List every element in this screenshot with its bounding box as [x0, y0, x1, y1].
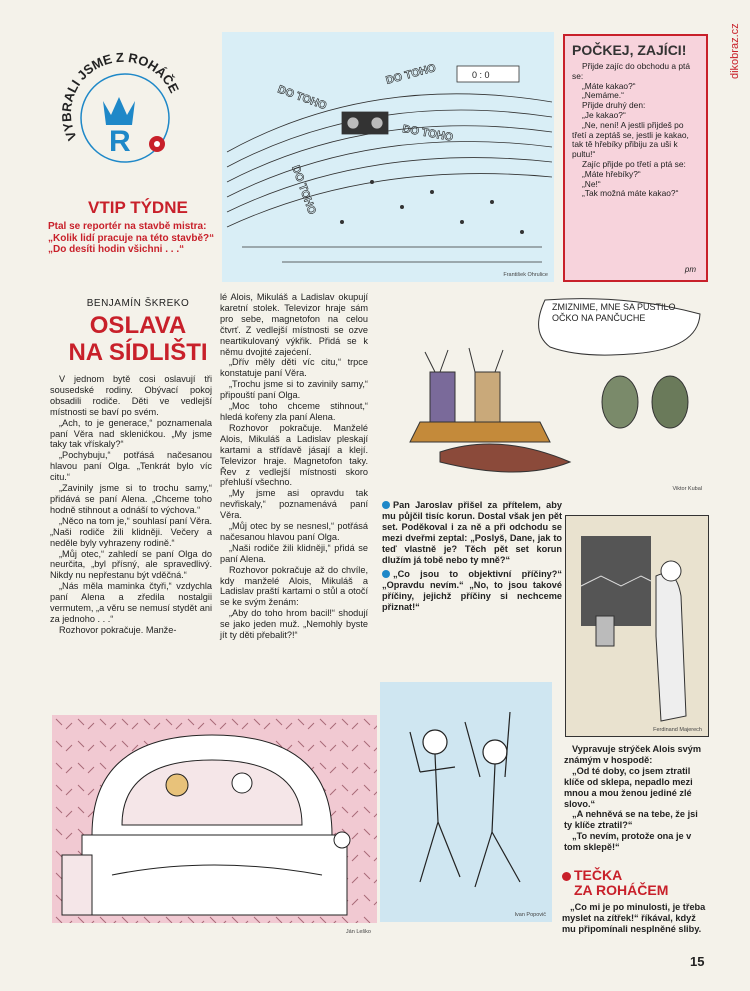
badge-text: VYBRALI JSME Z ROHÁČE [58, 49, 182, 143]
joke-2: „Co jsou to objektivní příčiny?“ „Opravdu nevím.“ „No, to jsou takové příčiny, jejichž příčiny si nechceme přiznat!“ [382, 569, 562, 613]
story-col2: lé Alois, Mikuláš a Ladislav okupují karetní stolek. Televizor hraje sám pro sebe, magnetofon na celou čtvrť. Z vedlejší místnosti se ozve neartikulovaný výkřik. Přidá se k němu dvojité zajećení. „Dřív měly děti víc citu,“ trpce konstatuje paní Věra. „Trochu jsme si to zavinily samy,“ připouští paní Olga. „Moc toho chceme stihnout,“ hledá kořeny zla paní Alena. Rozhovor pokračuje. Manželé Alois, Mikuláš a Ladislav pleskají kartami a střídavě jásají a klejí. Televizor hraje. Magnetofon taky. Řev z vedlejší místnosti skoro přehluší všechno. „My jsme asi opravdu tak nevřiskaly,“ poznamenává paní Věra. „Můj otec by se nesnesl,“ potřásá načesanou hlavou paní Olga. „Naši rodiče žili klidněji,“ přidá se paní Alena. Rozhovor pokračuje až do chvíle, kdy manželé Alois, Mikuláš a Ladislav praští kartami o stůl a otočí se ke svým ženám: „Aby do toho hrom bacil!“ shodují se jako jeden muž. „Nemohly byste jít ty děti přebalit?!“ [220, 292, 368, 641]
svg-text:DO TOHO: DO TOHO [289, 163, 318, 217]
story-author: BENJAMÍN ŠKREKO [86, 298, 190, 309]
bullet-icon [382, 570, 390, 578]
car-cartoon [52, 715, 377, 935]
story-title: OSLAVA NA SÍDLIŠTI [68, 312, 208, 366]
badge-graphic [55, 46, 195, 186]
svg-text:0 : 0: 0 : 0 [472, 70, 490, 80]
svg-text:DO TOHO: DO TOHO [401, 123, 454, 144]
story-col1: V jednom bytě cosi oslavují tři sousedské rodiny. Obývací pokoj obsadili rodiče. Děti ve vedlejší místnosti se baví po svém. „Ach, to je generace,“ poznamenala paní Věra nad sklenićkou. „My jsme taky tak vřískaly?“ „Pochybuju,“ potřásá načesanou hlavou paní Olga. „Tenkrát bylo víc citu.“ „Zavinily jsme si to trochu samy,“ přidává se paní Alena. „Chceme toho hodně stihnout a odnáší to výchova.“ „Něco na tom je,“ souhlasí paní Věra. „Naši rodiče žili klidněji. Večery a neděle byly vyhrazeny rodině.“ „Můj otec,“ zahledí se paní Olga do neurčita, „byl přísný, ale spravedlivý. Nikdy nu nepřestanu být vděčná.“ „Nás měla maminka čtyři,“ vzdychla paní Alena a zředila nostalgii vermutem, „a věru se nemusí stydět ani za jednoho . . .“ Rozhovor pokračuje. Manže- [50, 374, 212, 635]
majerech-cartoon [565, 515, 709, 737]
bullet-icon [382, 501, 390, 509]
joke-1: Pan Jaroslav přišel za přítelem, aby mu půjčil tisíc korun. Dostal však jen pět set. Poděkoval i za ně a při odchodu se mezi dveřmi zeptal: „Poslyš, Dane, jak to teď vlastně je? Těch pět set korun dlužím já tobě nebo ty mně?“ [382, 500, 562, 565]
stadium-cartoon [222, 32, 554, 282]
robbers-drawing [380, 292, 708, 496]
page-number: 15 [690, 954, 705, 969]
stadium-credit: František Ohrulice [503, 272, 548, 278]
robbers-credit: Viktor Kubal [672, 486, 702, 492]
svg-text:DO TOHO: DO TOHO [275, 83, 329, 113]
rabbit-sig: pm [684, 265, 696, 274]
dance-credit: Ivan Popovič [514, 912, 546, 918]
tecka-text: „Co mi je po minulosti, je třeba myslet na zítřek!“ říkával, když mu připomínali nesplněné sliby. [562, 902, 706, 934]
rabbit-text: Přijde zajíc do obchodu a ptá se: „Máte kakao?“ „Nemáme.“ Přijde druhý den: „Je kakao?“ „Ne, není! A jestli přijdeš po třetí a zeptáš se, jestli je kakao, tak tě hřebíky přibiju za uši k pultu!“ Zajíc přijde po třetí a ptá se: „Máte hřebíky?“ „Ne!“ „Tak možná máte kakao?“ [572, 61, 691, 199]
car-drawing [52, 715, 377, 923]
joke-week-title: VTIP TÝDNE [88, 198, 188, 217]
bullet-icon [562, 872, 571, 881]
joke-of-week [48, 198, 218, 256]
side-url[interactable]: dikobraz.cz [729, 23, 741, 79]
joke-week-text: Ptal se reportér na stavbě mistra: „Kolik lidí pracuje na této stavbě?“ „Do desíti hodin všichni . . .“ [48, 221, 215, 255]
rabbit-box [563, 34, 708, 282]
rohac-badge [55, 46, 195, 186]
car-credit: Ján Leško [345, 929, 371, 935]
dance-cartoon [380, 682, 552, 922]
robbers-bubble: ZMIZNIME, MNE SA PUSTILO OČKO NA PANČUCHE [552, 302, 676, 323]
dance-drawing [380, 682, 552, 922]
mid-jokes [382, 500, 562, 613]
robbers-cartoon [380, 292, 708, 496]
uncle-joke: Vypravuje strýček Alois svým známým v hospodě: „Od té doby, co jsem ztratil klíče od sklepa, nepadlo mezi mnou a mou ženou jediné zlé slovo.“ „A nehněvá se na tebe, že jsi ty klíče ztratil?“ „To nevím, protože ona je v tom sklepě!“ [564, 744, 702, 853]
tecka-title: TEČKA ZA ROHÁČEM [562, 868, 708, 898]
stadium-drawing [222, 32, 554, 282]
majerech-drawing [566, 516, 708, 736]
svg-text:DO TOHO: DO TOHO [384, 62, 438, 87]
tecka-section [562, 868, 708, 935]
majerech-credit: Ferdinand Majerech [653, 727, 702, 733]
rabbit-title: POČKEJ, ZAJÍCI! [572, 42, 687, 58]
svg-text:R: R [109, 125, 131, 158]
